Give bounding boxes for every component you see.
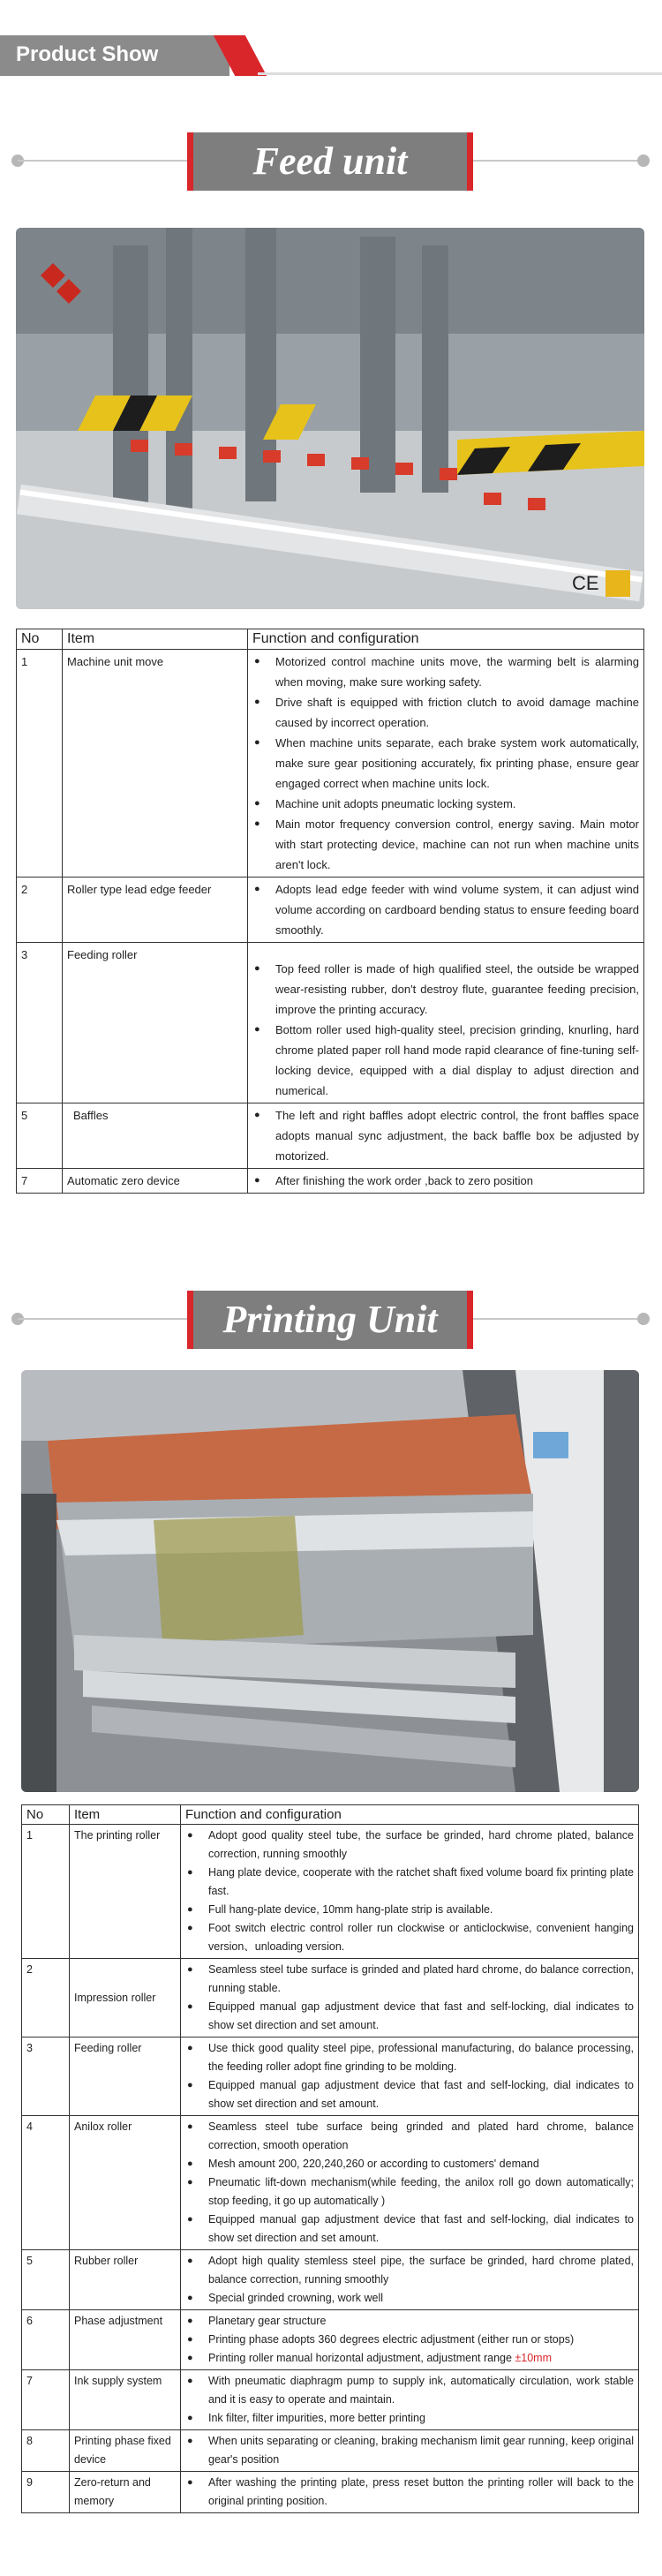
feed-unit-banner [0, 132, 662, 191]
row-function [181, 1959, 639, 2037]
list-item: ● When units separating or cleaning, braking mechanism limit gear running, keep original gear's position [208, 2432, 634, 2469]
list-item: ● Printing phase adopts 360 degrees electric adjustment (either run or stops) [208, 2331, 634, 2349]
feed-unit-title-box [187, 132, 473, 191]
table-row [22, 1825, 639, 1959]
row-no: 3 [22, 2037, 70, 2116]
list-item: ● Adopts lead edge feeder with wind volume system, it can adjust wind volume according on cardboard bending status to ensure feeding board smoothly. [275, 879, 639, 940]
row-no: 5 [17, 1103, 63, 1169]
list-item: ● Mesh amount 200, 220,240,260 or according to customers' demand [208, 2155, 634, 2173]
row-no: 8 [22, 2430, 70, 2472]
row-item: Baffles [63, 1103, 248, 1169]
col-header-no: No [22, 1805, 70, 1825]
row-no: 2 [17, 877, 63, 943]
row-function [181, 2472, 639, 2513]
row-item: Zero-return and memory [70, 2472, 181, 2513]
table-row [22, 2430, 639, 2472]
svg-text:CE: CE [572, 572, 599, 594]
page-title: Product Show [16, 42, 159, 66]
banner-right-rule [473, 160, 643, 162]
row-no: 9 [22, 2472, 70, 2513]
row-no: 4 [22, 2116, 70, 2250]
list-item: ● After washing the printing plate, press reset button the printing roller will back to the original printing position. [208, 2474, 634, 2511]
col-header-function: Function and configuration [248, 629, 644, 650]
row-no: 1 [17, 650, 63, 877]
row-function [181, 2037, 639, 2116]
col-header-no: No [17, 629, 63, 650]
row-no: 7 [22, 2370, 70, 2430]
adjustment-range-value: ±10mm [515, 2352, 552, 2364]
list-item: ● After finishing the work order ,back to zero position [275, 1171, 639, 1191]
row-item: Phase adjustment [70, 2310, 181, 2370]
list-item: ● Adopt good quality steel tube, the surface be grinded, hard chrome plated, balance correction, running smoothly [208, 1827, 634, 1864]
col-header-item: Item [63, 629, 248, 650]
feed-unit-title: Feed unit [252, 139, 408, 183]
row-no: 1 [22, 1825, 70, 1959]
row-item: Roller type lead edge feeder [63, 877, 248, 943]
row-item: Printing phase fixed device [70, 2430, 181, 2472]
row-no: 6 [22, 2310, 70, 2370]
list-item: ● Bottom roller used high-quality steel, precision grinding, knurling, hard chrome plated paper roll hand mode rapid clearance of fine-tuning self-locking device, equipped with a dial display to adjust direction and numerical. [275, 1020, 639, 1101]
list-item-text: Printing roller manual horizontal adjustment, adjustment range [208, 2352, 515, 2364]
list-item: ● Drive shaft is equipped with friction clutch to avoid damage machine caused by incorrect operation. [275, 692, 639, 733]
list-item: ● Pneumatic lift-down mechanism(while feeding, the anilox roll go down automatically; stop feeding, it go up automatically ) [208, 2173, 634, 2211]
printing-unit-banner [0, 1291, 662, 1349]
feed-unit-table [16, 629, 644, 1194]
list-item: ● Adopt high quality stemless steel pipe, the surface be grinded, hard chrome plated, balance correction, running smoothly [208, 2252, 634, 2289]
list-item: ● Motorized control machine units move, the warming belt is alarming when moving, make sure working safety. [275, 652, 639, 692]
list-item: ● Equipped manual gap adjustment device that fast and self-locking, dial indicates to show set direction and set amount. [208, 2076, 634, 2113]
row-item: Anilox roller [70, 2116, 181, 2250]
list-item: ● Hang plate device, cooperate with the ratchet shaft fixed volume board fix printing plate fast. [208, 1864, 634, 1901]
row-item: Ink supply system [70, 2370, 181, 2430]
list-item: ● Equipped manual gap adjustment device that fast and self-locking, dial indicates to show set direction and set amount. [208, 2211, 634, 2248]
banner-right-dot [637, 154, 650, 167]
list-item: ● Top feed roller is made of high qualified steel, the outside be wrapped wear-resisting rubber, don't destroy flute, guarantee feeding precision, improve the printing accuracy. [275, 959, 639, 1020]
table-row [17, 1169, 644, 1194]
list-item: ● Machine unit adopts pneumatic locking system. [275, 794, 639, 814]
printing-unit-table [21, 1804, 639, 2513]
banner-left-rule [18, 160, 194, 162]
list-item: ● Main motor frequency conversion control, energy saving. Main motor with start protecting device, machine can not run when machine units aren't lock. [275, 814, 639, 875]
row-function [248, 1169, 644, 1194]
table-header-row [17, 629, 644, 650]
row-function [181, 2370, 639, 2430]
col-header-item: Item [70, 1805, 181, 1825]
table-row [22, 1959, 639, 2037]
row-item: Automatic zero device [63, 1169, 248, 1194]
list-item: ● Special grinded crowning, work well [208, 2289, 634, 2308]
list-item: ● Planetary gear structure [208, 2312, 634, 2331]
banner-left-rule [18, 1318, 194, 1320]
list-item: ● Full hang-plate device, 10mm hang-plate strip is available. [208, 1901, 634, 1919]
table-row [22, 2250, 639, 2310]
product-show-header [0, 0, 662, 88]
printing-unit-title: Printing Unit [222, 1298, 438, 1341]
table-row [17, 943, 644, 1103]
list-item: ● Seamless steel tube surface being grinded and plated hard chrome, balance correction, smooth operation [208, 2118, 634, 2155]
list-item [208, 2349, 634, 2368]
col-header-function: Function and configuration [181, 1805, 639, 1825]
row-item: Rubber roller [70, 2250, 181, 2310]
table-row [22, 2116, 639, 2250]
list-item: ● Equipped manual gap adjustment device that fast and self-locking, dial indicates to show set direction and set amount. [208, 1998, 634, 2035]
list-item: ● Foot switch electric control roller run clockwise or anticlockwise, convenient hanging version、unloading version. [208, 1919, 634, 1956]
banner-right-dot [637, 1313, 650, 1325]
list-item: ● Ink filter, filter impurities, more better printing [208, 2409, 634, 2428]
list-item: ● When machine units separate, each brake system work automatically, make sure gear positioning accurately, fix printing phase, ensure gear engaged correct when machine units lock. [275, 733, 639, 794]
row-function [248, 1103, 644, 1169]
table-header-row [22, 1805, 639, 1825]
table-row [22, 2370, 639, 2430]
row-function [181, 2310, 639, 2370]
table-row [22, 2037, 639, 2116]
table-row [22, 2472, 639, 2513]
row-item: Feeding roller [70, 2037, 181, 2116]
row-item: Feeding roller [63, 943, 248, 1103]
feed-unit-photo [16, 228, 644, 609]
list-item: ● With pneumatic diaphragm pump to supply ink, automatically circulation, work stable and it is easy to operate and maintain. [208, 2372, 634, 2409]
row-item: Machine unit move [63, 650, 248, 877]
header-divider [258, 72, 662, 75]
row-function [248, 650, 644, 877]
table-row [17, 877, 644, 943]
row-no: 5 [22, 2250, 70, 2310]
row-function [181, 2116, 639, 2250]
row-function [181, 1825, 639, 1959]
row-no: 2 [22, 1959, 70, 2037]
table-row [17, 650, 644, 877]
table-row [22, 2310, 639, 2370]
printing-unit-photo [21, 1370, 639, 1792]
list-item: ● The left and right baffles adopt electric control, the front baffles space adopts manual sync adjustment, the back baffle box be adjusted by motorized. [275, 1105, 639, 1166]
banner-right-rule [473, 1318, 643, 1320]
list-item: ● Use thick good quality steel pipe, professional manufacturing, do balance processing, the feeding roller adopt fine grinding to be molding. [208, 2039, 634, 2076]
row-function [181, 2250, 639, 2310]
row-no: 3 [17, 943, 63, 1103]
row-item: Impression roller [70, 1959, 181, 2037]
table-row [17, 1103, 644, 1169]
printing-unit-title-box [187, 1291, 473, 1349]
list-item: ● Seamless steel tube surface is grinded and plated hard chrome, do balance correction, running stable. [208, 1961, 634, 1998]
row-no: 7 [17, 1169, 63, 1194]
row-function [248, 877, 644, 943]
row-function [248, 943, 644, 1103]
row-item: The printing roller [70, 1825, 181, 1959]
row-function [181, 2430, 639, 2472]
